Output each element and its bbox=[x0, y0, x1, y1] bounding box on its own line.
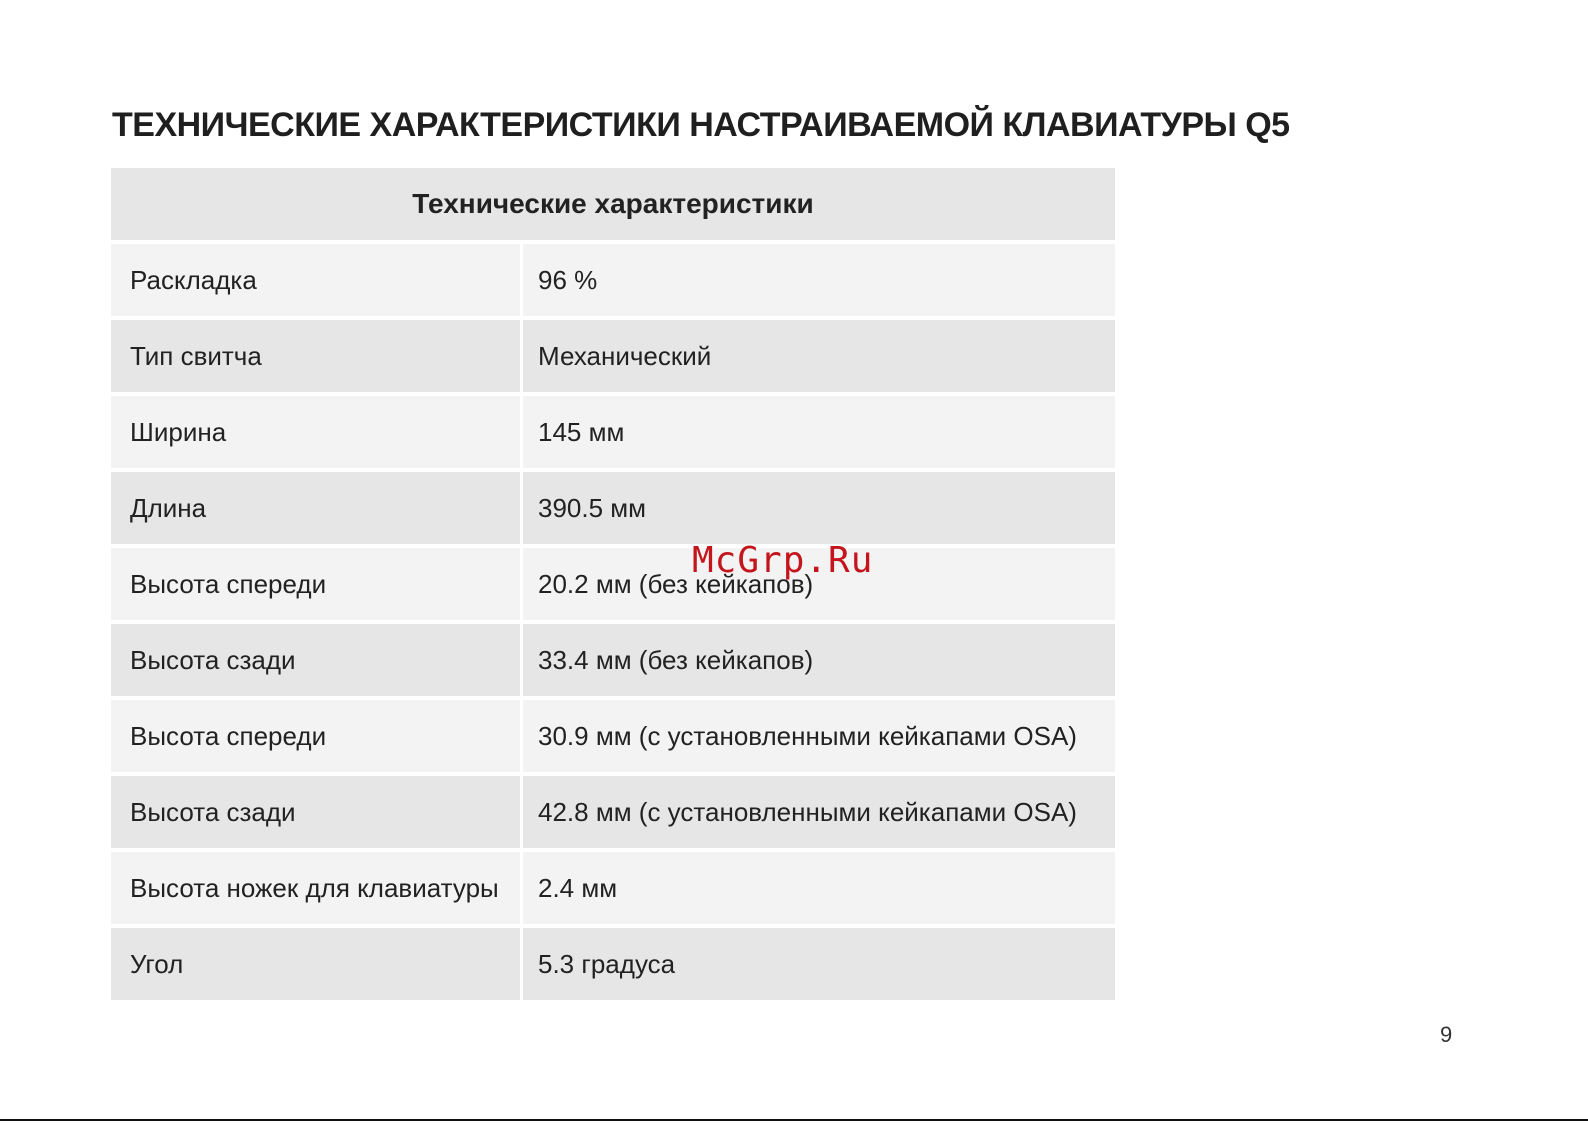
spec-label: Высота ножек для клавиатуры bbox=[111, 852, 523, 928]
table-header: Технические характеристики bbox=[111, 168, 1115, 244]
spec-label: Угол bbox=[111, 928, 523, 1000]
page-title: ТЕХНИЧЕСКИЕ ХАРАКТЕРИСТИКИ НАСТРАИВАЕМОЙ КЛАВИАТУРЫ Q5 bbox=[112, 106, 1290, 144]
table-row bbox=[111, 472, 1115, 548]
table-row bbox=[111, 852, 1115, 928]
spec-value: 2.4 мм bbox=[523, 852, 1115, 928]
spec-label: Раскладка bbox=[111, 244, 523, 320]
bottom-divider bbox=[0, 1119, 1588, 1121]
spec-value: 30.9 мм (с установленными кейкапами OSA) bbox=[523, 700, 1115, 776]
spec-value: Механический bbox=[523, 320, 1115, 396]
table-row bbox=[111, 244, 1115, 320]
spec-value: 145 мм bbox=[523, 396, 1115, 472]
table-row bbox=[111, 320, 1115, 396]
spec-value: 96 % bbox=[523, 244, 1115, 320]
spec-label: Длина bbox=[111, 472, 523, 548]
spec-label: Высота спереди bbox=[111, 700, 523, 776]
spec-label: Ширина bbox=[111, 396, 523, 472]
spec-table bbox=[111, 168, 1115, 1000]
table-row bbox=[111, 624, 1115, 700]
table-row bbox=[111, 396, 1115, 472]
spec-value: 390.5 мм bbox=[523, 472, 1115, 548]
table-row bbox=[111, 928, 1115, 1000]
spec-value: 5.3 градуса bbox=[523, 928, 1115, 1000]
watermark: McGrp.Ru bbox=[692, 540, 874, 581]
page-number: 9 bbox=[1440, 1022, 1453, 1047]
spec-label: Тип свитча bbox=[111, 320, 523, 396]
spec-label: Высота сзади bbox=[111, 776, 523, 852]
spec-label: Высота спереди bbox=[111, 548, 523, 624]
spec-value: 20.2 мм (без кейкапов) bbox=[523, 548, 1115, 624]
spec-value: 42.8 мм (с установленными кейкапами OSA) bbox=[523, 776, 1115, 852]
table-row bbox=[111, 548, 1115, 624]
table-row bbox=[111, 700, 1115, 776]
table-header-row bbox=[111, 168, 1115, 244]
table-row bbox=[111, 776, 1115, 852]
spec-label: Высота сзади bbox=[111, 624, 523, 700]
spec-value: 33.4 мм (без кейкапов) bbox=[523, 624, 1115, 700]
